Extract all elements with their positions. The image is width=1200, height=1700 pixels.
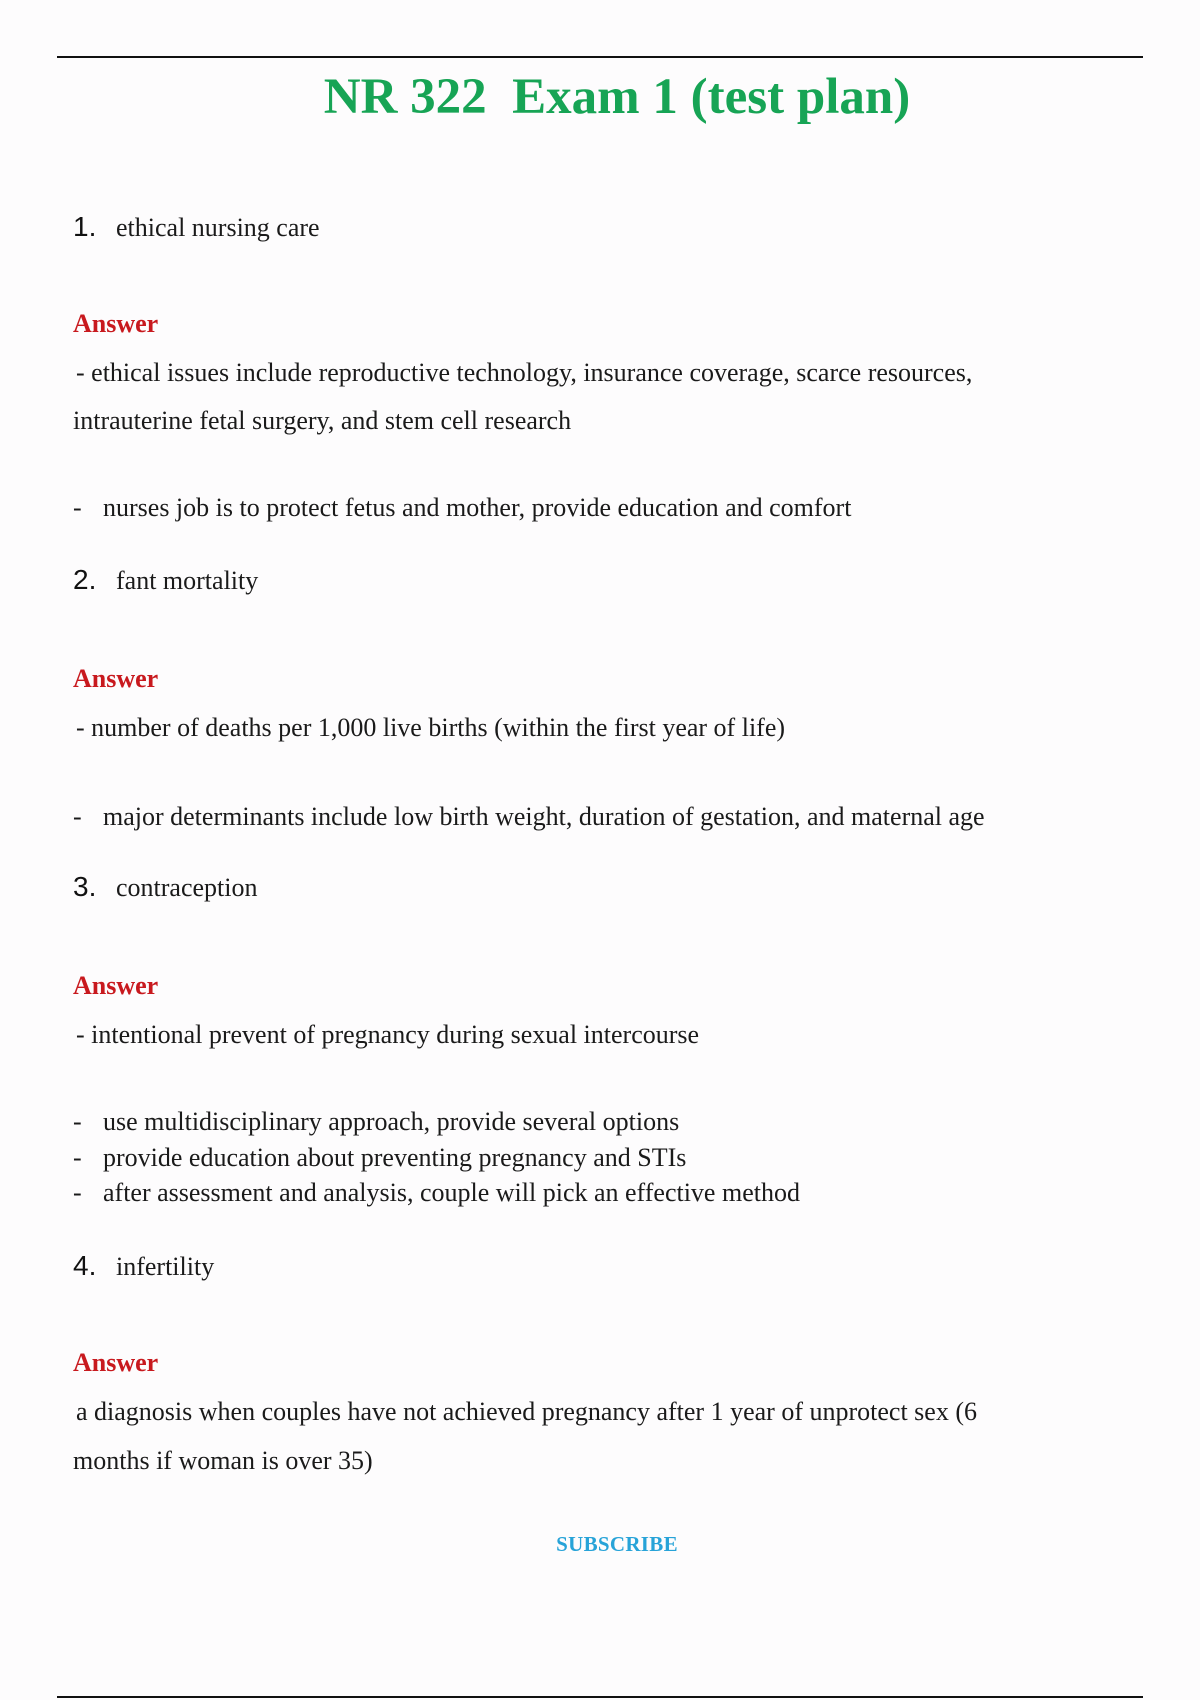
answer-line: - number of deaths per 1,000 live births (within the first year of life) — [76, 713, 786, 742]
bullet-item: after assessment and analysis, couple will pick an effective method — [103, 1178, 800, 1207]
question-number: 4. — [73, 1250, 97, 1281]
question-text: fant mortality — [116, 566, 259, 595]
bullet-item: nurses job is to protect fetus and mother, provide education and comfort — [103, 493, 852, 522]
answer-line: months if woman is over 35) — [73, 1446, 373, 1475]
answer-line: - intentional prevent of pregnancy during sexual intercourse — [76, 1020, 700, 1049]
answer-line: a diagnosis when couples have not achieved pregnancy after 1 year of unprotect sex (6 — [76, 1397, 977, 1426]
answer-label: Answer — [73, 309, 159, 338]
question-text: contraception — [116, 873, 258, 902]
answer-label: Answer — [73, 971, 159, 1000]
bullet-dash: - — [73, 802, 82, 831]
document-title: NR 322 Exam 1 (test plan) — [323, 69, 911, 125]
question-text: ethical nursing care — [116, 213, 320, 242]
bottom-rule — [57, 1696, 1143, 1698]
bullet-dash: - — [73, 1143, 82, 1172]
bullet-item: provide education about preventing pregnancy and STIs — [103, 1143, 687, 1172]
top-rule — [57, 56, 1143, 58]
question-number: 1. — [73, 211, 97, 242]
answer-label: Answer — [73, 664, 159, 693]
bullet-dash: - — [73, 1107, 82, 1136]
answer-line: - ethical issues include reproductive technology, insurance coverage, scarce resources, — [76, 358, 973, 387]
subscribe-link[interactable]: SUBSCRIBE — [556, 1532, 678, 1556]
bullet-dash: - — [73, 1178, 82, 1207]
bullet-dash: - — [73, 493, 82, 522]
answer-line: intrauterine fetal surgery, and stem cell research — [73, 406, 572, 435]
question-text: infertility — [116, 1252, 215, 1281]
question-number: 3. — [73, 871, 97, 902]
bullet-item: major determinants include low birth weight, duration of gestation, and maternal age — [103, 802, 985, 831]
answer-label: Answer — [73, 1348, 159, 1377]
question-number: 2. — [73, 564, 97, 595]
bullet-item: use multidisciplinary approach, provide several options — [103, 1107, 680, 1136]
